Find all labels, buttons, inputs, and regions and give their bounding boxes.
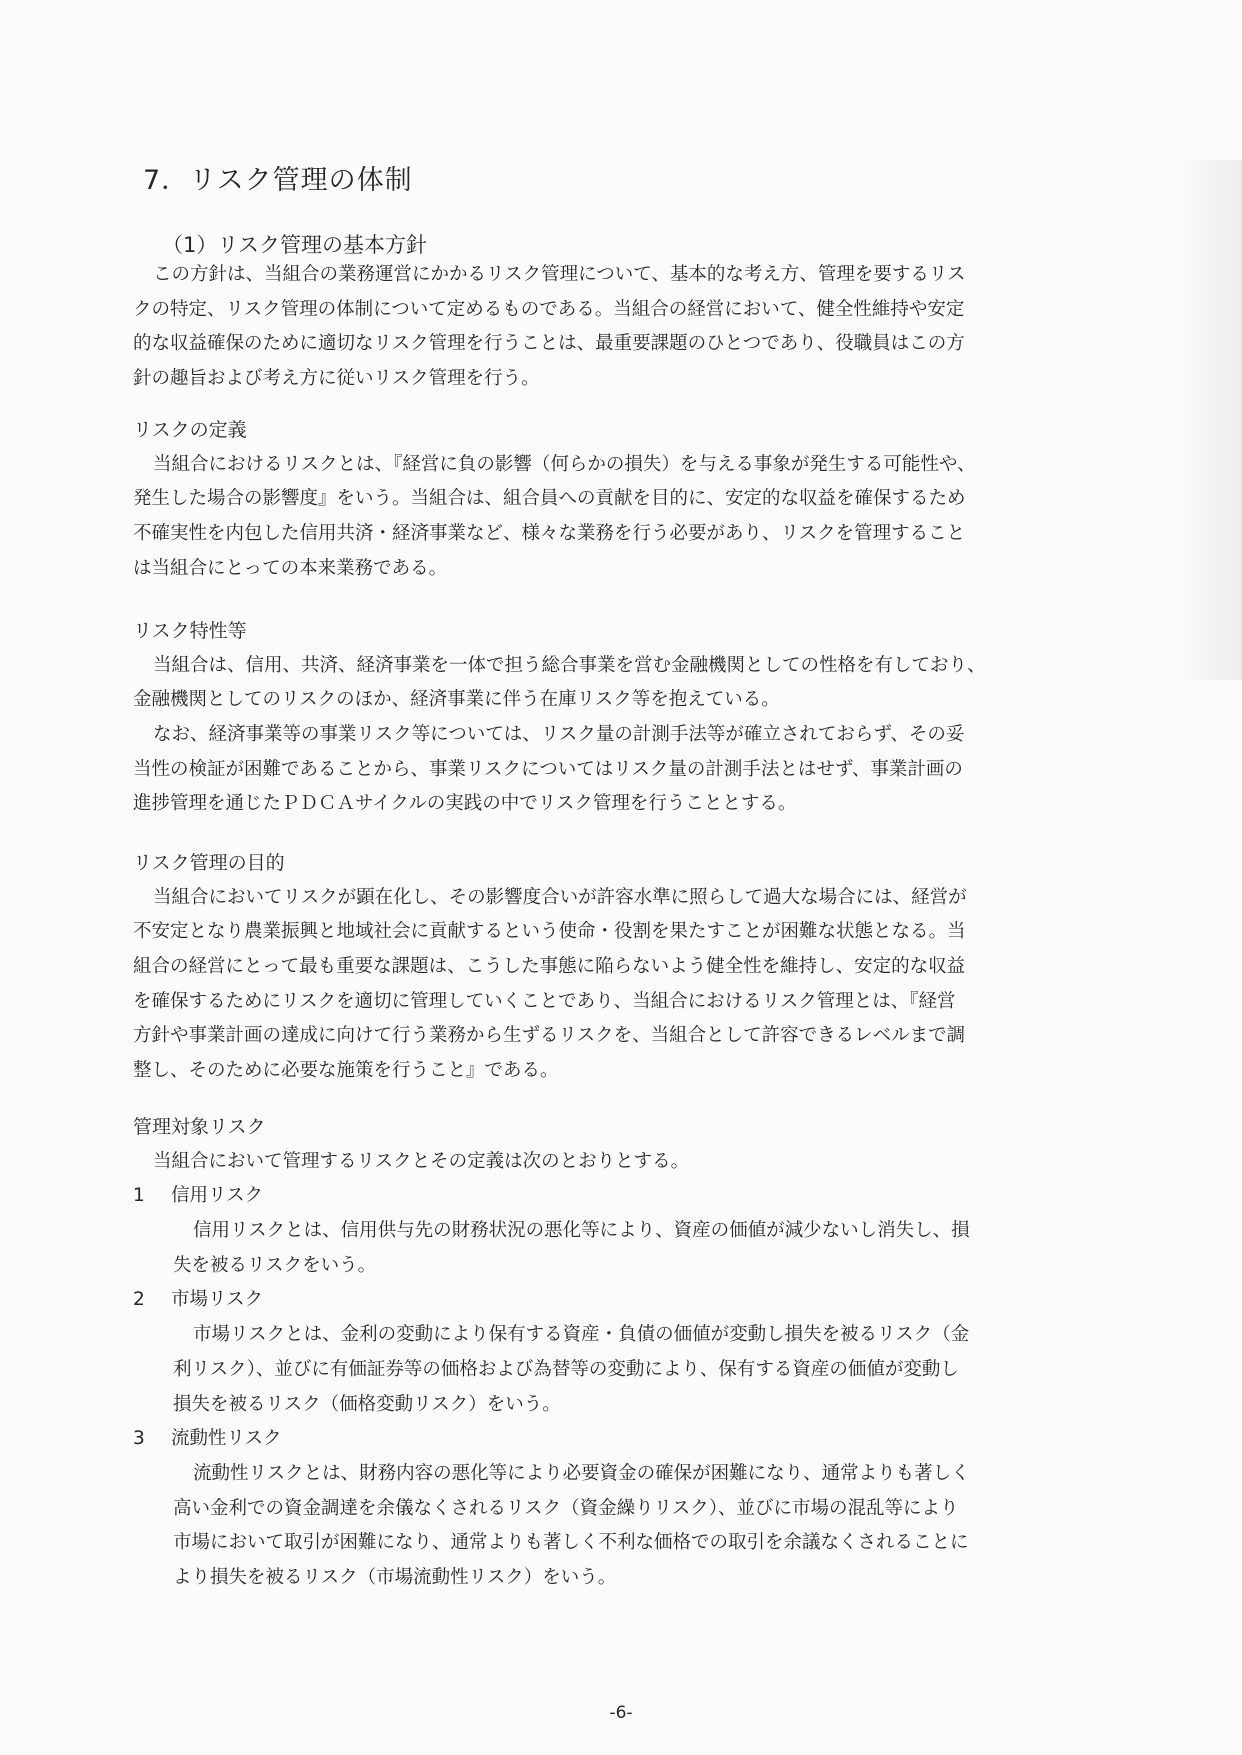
- text-line: 進捗管理を通じたＰＤＣＡサイクルの実践の中でリスク管理を行うこととする。: [133, 793, 797, 815]
- risk-item-body: [133, 1457, 1133, 1596]
- page-number: -6-: [609, 1703, 633, 1723]
- risk-item-name: 流動性リスク: [171, 1428, 282, 1450]
- text-line: 当組合においてリスクが顕在化し、その影響度合いが許容水準に照らして過大な場合には、経営が: [153, 886, 967, 908]
- text-line: 信用リスクとは、信用供与先の財務状況の悪化等により、資産の価値が減少ないし消失し、損: [193, 1220, 970, 1242]
- risk-item-number: 2: [133, 1289, 145, 1311]
- scan-shadow: [1182, 160, 1242, 680]
- text-line: 損失を被るリスク（価格変動リスク）をいう。: [173, 1393, 561, 1415]
- text-line: 当性の検証が困難であることから、事業リスクについてはリスク量の計測手法とはせず、事業計画の: [133, 758, 963, 780]
- characteristics-heading: リスク特性等: [133, 620, 247, 642]
- text-line: 市場リスクとは、金利の変動により保有する資産・負債の価値が変動し損失を被るリスク（金: [193, 1324, 970, 1346]
- text-line: 流動性リスクとは、財務内容の悪化等により必要資金の確保が困難になり、通常よりも著しく: [193, 1462, 970, 1484]
- policy-paragraph: [133, 258, 1133, 397]
- text-line: なお、経済事業等の事業リスク等については、リスク量の計測手法等が確立されておらず、その妥: [153, 724, 965, 746]
- section-title: 7．リスク管理の体制: [143, 165, 413, 196]
- text-line: は当組合にとっての本来業務である。: [133, 557, 448, 579]
- text-line: 利リスク）、並びに有価証券等の価格および為替等の変動により、保有する資産の価値が変動し: [173, 1358, 959, 1380]
- text-line: 当組合におけるリスクとは、『経営に負の影響（何らかの損失）を与える事象が発生する可能性や、: [153, 453, 976, 475]
- definition-heading: リスクの定義: [133, 419, 247, 441]
- purpose-heading: リスク管理の目的: [133, 852, 285, 874]
- managed-risks-section: [133, 1110, 1133, 1596]
- text-line: クの特定、リスク管理の体制について定めるものである。当組合の経営において、健全性維持や安定: [133, 298, 965, 320]
- subsection-title: （1）リスク管理の基本方針: [162, 233, 427, 257]
- risk-item-name: 市場リスク: [171, 1289, 264, 1311]
- risk-item-body: [133, 1318, 1133, 1422]
- text-line: より損失を被るリスク（市場流動性リスク）をいう。: [173, 1566, 617, 1588]
- characteristics-section: [133, 614, 1133, 822]
- risk-item-number: 3: [133, 1428, 145, 1450]
- managed-heading: 管理対象リスク: [133, 1116, 266, 1138]
- text-line: 方針や事業計画の達成に向けて行う業務から生ずるリスクを、当組合として許容できるレベルまで調: [133, 1025, 966, 1047]
- definition-section: [133, 413, 1133, 586]
- managed-intro: 当組合において管理するリスクとその定義は次のとおりとする。: [153, 1150, 690, 1172]
- text-line: 的な収益確保のために適切なリスク管理を行うことは、最重要課題のひとつであり、役職員はこの方: [133, 333, 965, 355]
- text-line: 不確実性を内包した信用共済・経済事業など、様々な業務を行う必要があり、リスクを管理すること: [133, 523, 966, 545]
- purpose-section: [133, 846, 1133, 1089]
- text-line: を確保するためにリスクを適切に管理していくことであり、当組合におけるリスク管理とは、『経営: [133, 990, 956, 1012]
- text-line: 失を被るリスクをいう。: [173, 1254, 377, 1276]
- risk-item-name: 信用リスク: [171, 1185, 264, 1207]
- text-line: 整し、そのために必要な施策を行うこと』である。: [133, 1060, 559, 1082]
- text-line: 当組合は、信用、共済、経済事業を一体で担う総合事業を営む金融機関としての性格を有しており、: [153, 654, 986, 676]
- text-line: 組合の経営にとって最も重要な課題は、こうした事態に陥らないよう健全性を維持し、安定的な収益: [133, 956, 966, 978]
- text-line: 針の趣旨および考え方に従いリスク管理を行う。: [133, 368, 540, 390]
- text-line: 金融機関としてのリスクのほか、経済事業に伴う在庫リスク等を抱えている。: [133, 689, 780, 711]
- text-line: 不安定となり農業振興と地域社会に貢献するという使命・役割を果たすことが困難な状態となる。当: [133, 921, 966, 943]
- text-line: 市場において取引が困難になり、通常よりも著しく不利な価格での取引を余議なくされることに: [173, 1532, 969, 1554]
- risk-item-title: [133, 1422, 1133, 1457]
- risk-item-title: [133, 1179, 1133, 1214]
- text-line: この方針は、当組合の業務運営にかかるリスク管理について、基本的な考え方、管理を要するリス: [153, 264, 966, 285]
- risk-item-title: [133, 1283, 1133, 1318]
- risk-item-body: [133, 1214, 1133, 1283]
- text-line: 高い金利での資金調達を余儀なくされるリスク（資金繰りリスク）、並びに市場の混乱等により: [173, 1497, 959, 1519]
- risk-item-number: 1: [133, 1185, 145, 1207]
- text-line: 発生した場合の影響度』をいう。当組合は、組合員への貢献を目的に、安定的な収益を確保するため: [133, 488, 966, 510]
